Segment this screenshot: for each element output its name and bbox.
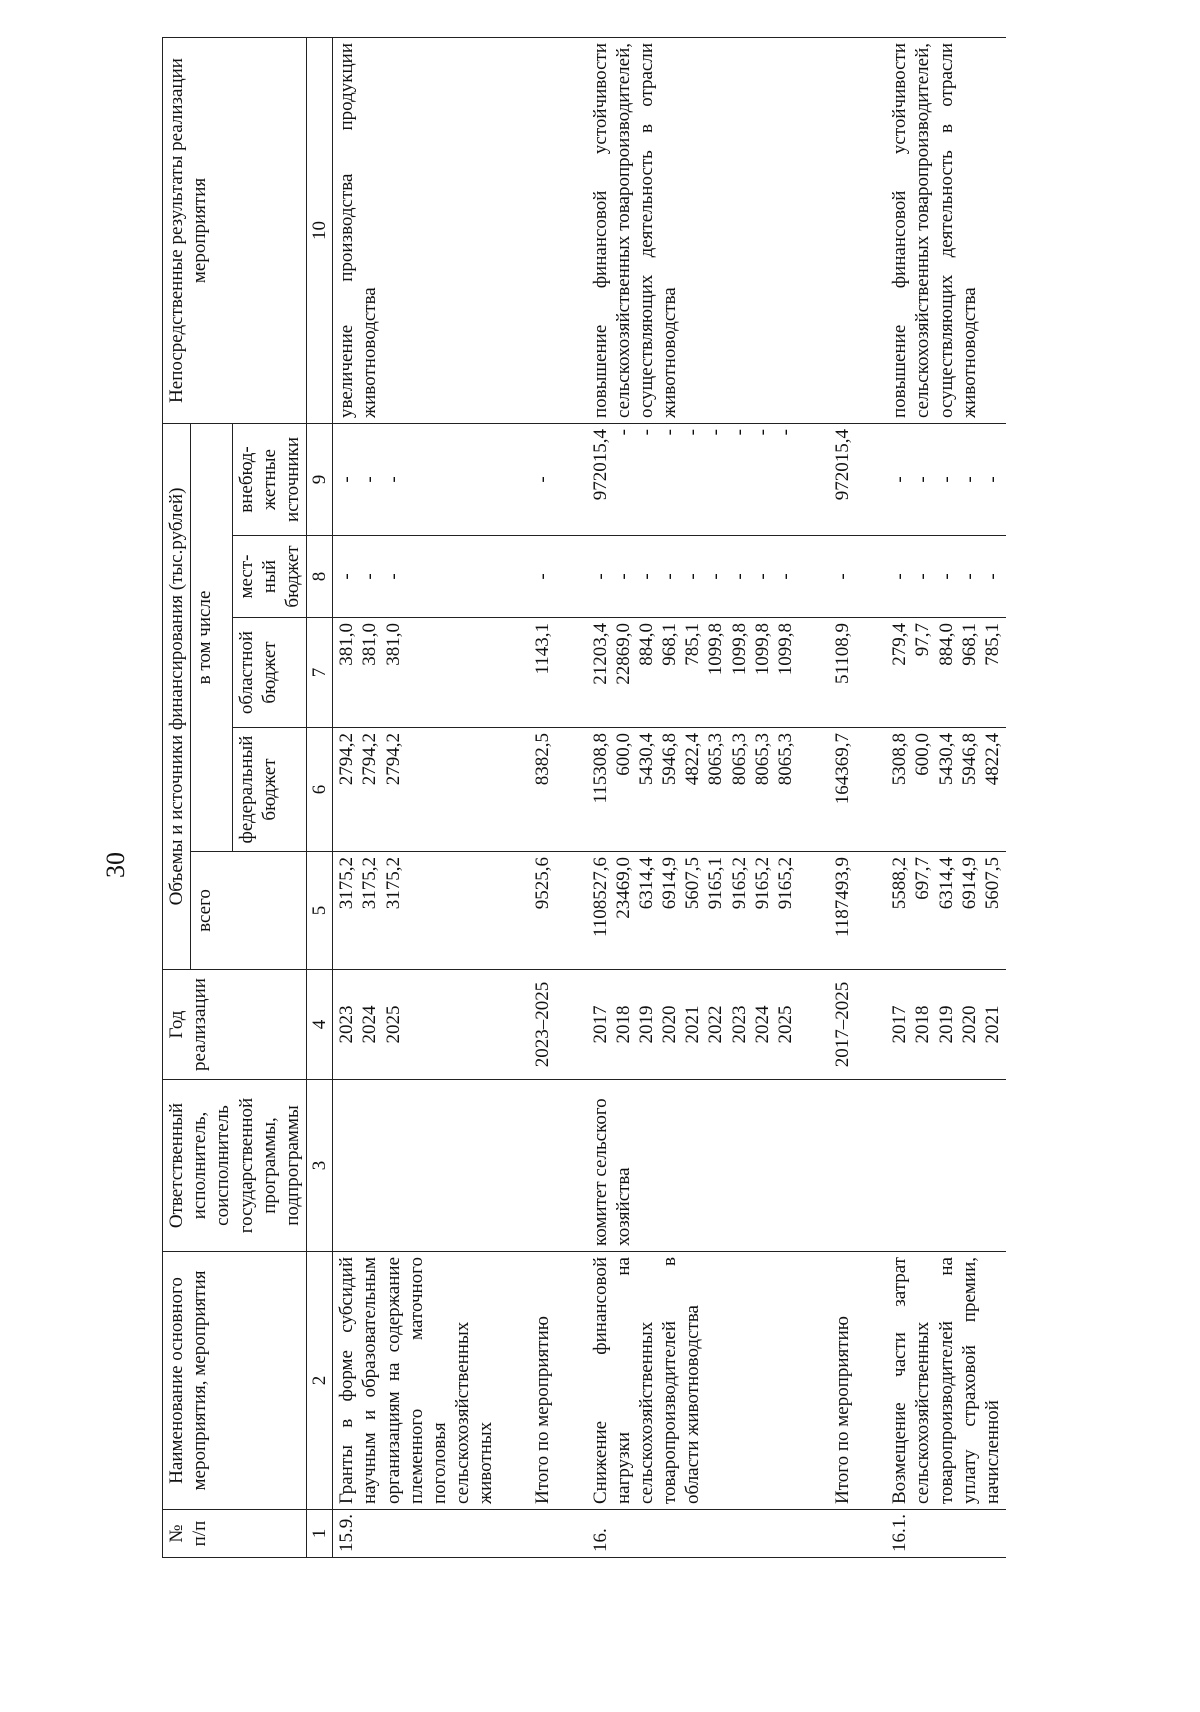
col-number: 6 bbox=[307, 728, 333, 852]
row-total: 1108527,6 23469,0 6314,4 6914,9 5607,5 9165,1 9165,2 9165,2 9165,2 bbox=[587, 852, 800, 970]
header-including: в том числе bbox=[191, 423, 232, 851]
row-federal: 164369,7 bbox=[829, 728, 856, 852]
row-extrabudget: 972015,4 bbox=[829, 423, 856, 535]
header-number: № п/п bbox=[163, 1510, 307, 1558]
row-result: повышение финансовой устойчивости сельскохозяйственных товаропроизводителей, осуществляющих деятельность в отрасли животноводства bbox=[587, 37, 800, 423]
row-extrabudget: - - - - - bbox=[886, 423, 1006, 535]
table-row-total bbox=[829, 37, 856, 1557]
header-results: Непосредственные результаты реализации мероприятия bbox=[163, 37, 307, 423]
row-number: 15.9. bbox=[333, 1510, 500, 1558]
header-federal: федеральный бюджет bbox=[232, 728, 307, 852]
col-number: 4 bbox=[307, 970, 333, 1080]
funding-table bbox=[162, 37, 1006, 1558]
row-name: Итого по мероприятию bbox=[829, 1252, 856, 1510]
row-total: 5588,2 697,7 6314,4 6914,9 5607,5 bbox=[886, 852, 1006, 970]
row-federal: 2794,2 2794,2 2794,2 bbox=[333, 728, 500, 852]
row-regional: 279,4 97,7 884,0 968,1 785,1 bbox=[886, 618, 1006, 728]
row-executor bbox=[886, 1080, 1006, 1252]
row-result: увеличение производства продукции животноводства bbox=[333, 37, 500, 423]
col-number: 5 bbox=[307, 852, 333, 970]
row-extrabudget: - bbox=[529, 423, 556, 535]
col-number: 2 bbox=[307, 1252, 333, 1510]
col-number: 8 bbox=[307, 536, 333, 618]
table-header bbox=[163, 37, 333, 1557]
table-row-total bbox=[529, 37, 556, 1557]
row-result bbox=[829, 37, 856, 423]
row-name: Снижение финансовой нагрузки на сельскохозяйственных товаропроизводителей в области животноводства bbox=[587, 1252, 800, 1510]
row-local: - bbox=[529, 536, 556, 618]
row-executor bbox=[529, 1080, 556, 1252]
header-extrabudget: внебюд-жетные источники bbox=[232, 423, 307, 535]
row-years: 2017 2018 2019 2020 2021 bbox=[886, 970, 1006, 1080]
row-executor bbox=[333, 1080, 500, 1252]
row-total: 3175,2 3175,2 3175,2 bbox=[333, 852, 500, 970]
row-extrabudget: 972015,4 - - - - - - - - bbox=[587, 423, 800, 535]
row-number bbox=[529, 1510, 556, 1558]
row-result: повышение финансовой устойчивости сельскохозяйственных товаропроизводителей, осуществляющих деятельность в отрасли животноводства bbox=[886, 37, 1006, 423]
table-row bbox=[886, 37, 1006, 1557]
col-number: 9 bbox=[307, 423, 333, 535]
row-local: - - - - - bbox=[886, 536, 1006, 618]
row-name: Возмещение части затрат сельскохозяйственных товаропроизводителей на уплату страховой премии, начисленной bbox=[886, 1252, 1006, 1510]
row-name: Итого по мероприятию bbox=[529, 1252, 556, 1510]
row-number: 16. bbox=[587, 1510, 800, 1558]
page-number: 30 bbox=[101, 852, 130, 878]
row-extrabudget: - - - bbox=[333, 423, 500, 535]
row-regional: 381,0 381,0 381,0 bbox=[333, 618, 500, 728]
row-regional: 1143,1 bbox=[529, 618, 556, 728]
header-total: всего bbox=[191, 852, 307, 970]
header-executor: Ответственный исполнитель, соисполнитель государственной программы, подпрограммы bbox=[163, 1080, 307, 1252]
row-total: 1187493,9 bbox=[829, 852, 856, 970]
row-regional: 21203,4 22869,0 884,0 968,1 785,1 1099,8 1099,8 1099,8 1099,8 bbox=[587, 618, 800, 728]
row-local: - bbox=[829, 536, 856, 618]
table-row bbox=[587, 37, 800, 1557]
row-years: 2023–2025 bbox=[529, 970, 556, 1080]
row-federal: 5308,8 600,0 5430,4 5946,8 4822,4 bbox=[886, 728, 1006, 852]
row-years: 2017 2018 2019 2020 2021 2022 2023 2024 2025 bbox=[587, 970, 800, 1080]
row-result bbox=[529, 37, 556, 423]
row-federal: 115308,8 600,0 5430,4 5946,8 4822,4 8065,3 8065,3 8065,3 8065,3 bbox=[587, 728, 800, 852]
rotated-table-sheet bbox=[162, 38, 1162, 1558]
header-year: Год реализации bbox=[163, 970, 307, 1080]
table-row bbox=[333, 37, 500, 1557]
col-number: 3 bbox=[307, 1080, 333, 1252]
row-years: 2017–2025 bbox=[829, 970, 856, 1080]
row-executor bbox=[829, 1080, 856, 1252]
header-name: Наименование основного мероприятия, мероприятия bbox=[163, 1252, 307, 1510]
row-years: 2023 2024 2025 bbox=[333, 970, 500, 1080]
row-executor: комитет сельского хозяйства bbox=[587, 1080, 800, 1252]
row-local: - - - - - - - - - bbox=[587, 536, 800, 618]
row-number bbox=[829, 1510, 856, 1558]
row-federal: 8382,5 bbox=[529, 728, 556, 852]
row-total: 9525,6 bbox=[529, 852, 556, 970]
col-number: 10 bbox=[307, 37, 333, 423]
row-local: - - - bbox=[333, 536, 500, 618]
row-number: 16.1. bbox=[886, 1510, 1006, 1558]
row-regional: 51108,9 bbox=[829, 618, 856, 728]
col-number: 1 bbox=[307, 1510, 333, 1558]
header-local: мест-ный бюджет bbox=[232, 536, 307, 618]
header-regional: областной бюджет bbox=[232, 618, 307, 728]
header-funding: Объемы и источники финансирования (тыс.рублей) bbox=[163, 423, 191, 969]
col-number: 7 bbox=[307, 618, 333, 728]
row-name: Гранты в форме субсидий научным и образовательным организациям на содержание племенного маточного поголовья сельскохозяйственных животных bbox=[333, 1252, 500, 1510]
